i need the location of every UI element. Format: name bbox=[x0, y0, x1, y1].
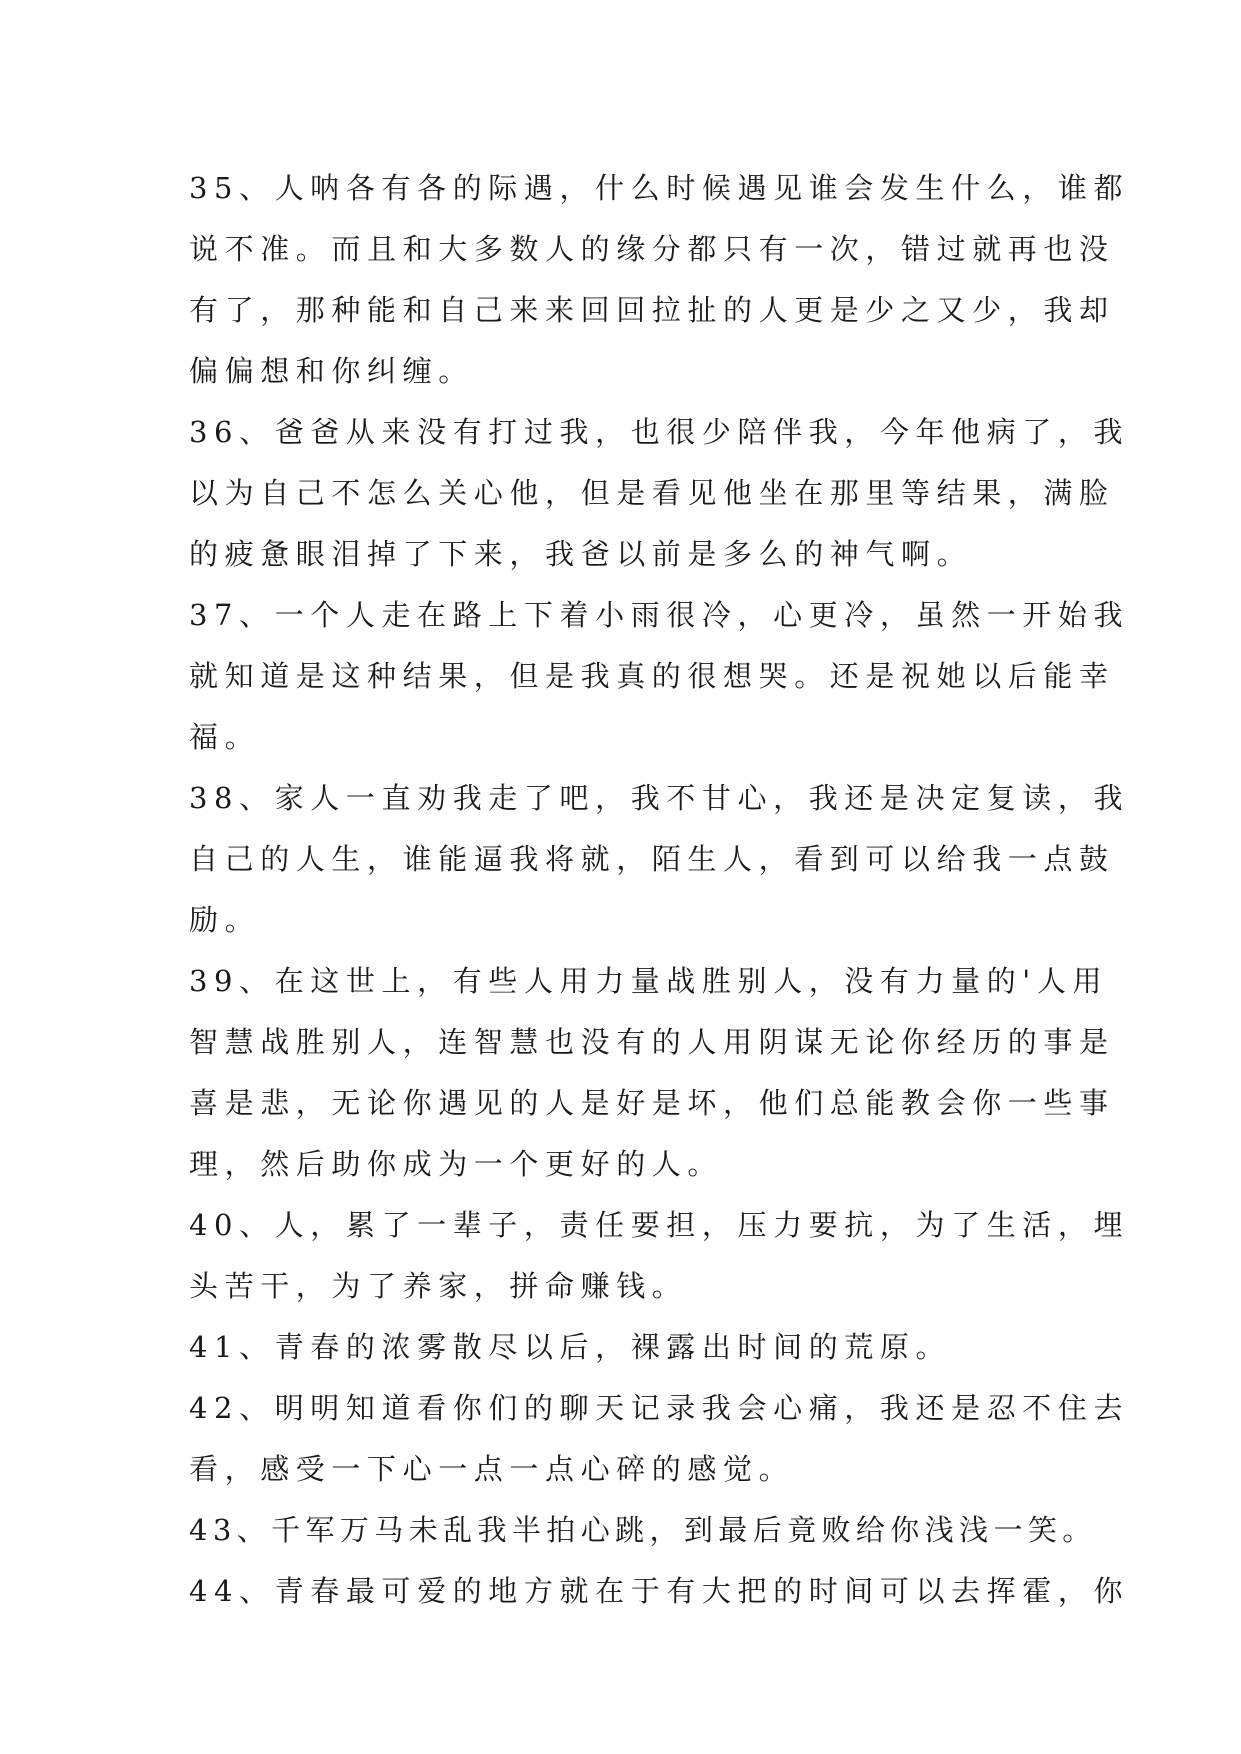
text-line: 38、家人一直劝我走了吧，我不甘心，我还是决定复读，我 bbox=[189, 781, 1130, 815]
text-line: 就知道是这种结果，但是我真的很想哭。还是祝她以后能幸 bbox=[189, 659, 1115, 693]
text-line: 44、青春最可爱的地方就在于有大把的时间可以去挥霍，你 bbox=[189, 1574, 1130, 1608]
text-line: 福。 bbox=[189, 720, 261, 754]
text-line: 理，然后助你成为一个更好的人。 bbox=[189, 1147, 724, 1181]
text-line: 自己的人生，谁能逼我将就，陌生人，看到可以给我一点鼓 bbox=[189, 842, 1115, 876]
text-line: 头苦干，为了养家，拼命赚钱。 bbox=[189, 1269, 688, 1303]
text-line: 40、人，累了一辈子，责任要担，压力要抗，为了生活，埋 bbox=[189, 1208, 1130, 1242]
text-line: 有了，那种能和自己来来回回拉扯的人更是少之又少，我却 bbox=[189, 293, 1115, 327]
text-line: 37、一个人走在路上下着小雨很冷，心更冷，虽然一开始我 bbox=[189, 598, 1130, 632]
text-line: 说不准。而且和大多数人的缘分都只有一次，错过就再也没 bbox=[189, 232, 1115, 266]
text-line: 励。 bbox=[189, 903, 261, 937]
text-line: 35、人呐各有各的际遇，什么时候遇见谁会发生什么，谁都 bbox=[189, 171, 1130, 205]
text-line: 41、青春的浓雾散尽以后，裸露出时间的荒原。 bbox=[189, 1330, 952, 1364]
text-line: 以为自己不怎么关心他，但是看见他坐在那里等结果，满脸 bbox=[189, 476, 1115, 510]
text-line: 39、在这世上，有些人用力量战胜别人，没有力量的'人用 bbox=[189, 964, 1109, 998]
text-line: 42、明明知道看你们的聊天记录我会心痛，我还是忍不住去 bbox=[189, 1391, 1130, 1425]
text-line: 的疲惫眼泪掉了下来，我爸以前是多么的神气啊。 bbox=[189, 537, 973, 571]
text-line: 偏偏想和你纠缠。 bbox=[189, 354, 474, 388]
text-line: 36、爸爸从来没有打过我，也很少陪伴我，今年他病了，我 bbox=[189, 415, 1130, 449]
document-body bbox=[189, 158, 1130, 1622]
text-line: 43、千军万马未乱我半拍心跳，到最后竟败给你浅浅一笑。 bbox=[189, 1513, 1097, 1547]
text-line: 喜是悲，无论你遇见的人是好是坏，他们总能教会你一些事 bbox=[189, 1086, 1115, 1120]
text-line: 看，感受一下心一点一点心碎的感觉。 bbox=[189, 1452, 795, 1486]
text-line: 智慧战胜别人，连智慧也没有的人用阴谋无论你经历的事是 bbox=[189, 1025, 1115, 1059]
